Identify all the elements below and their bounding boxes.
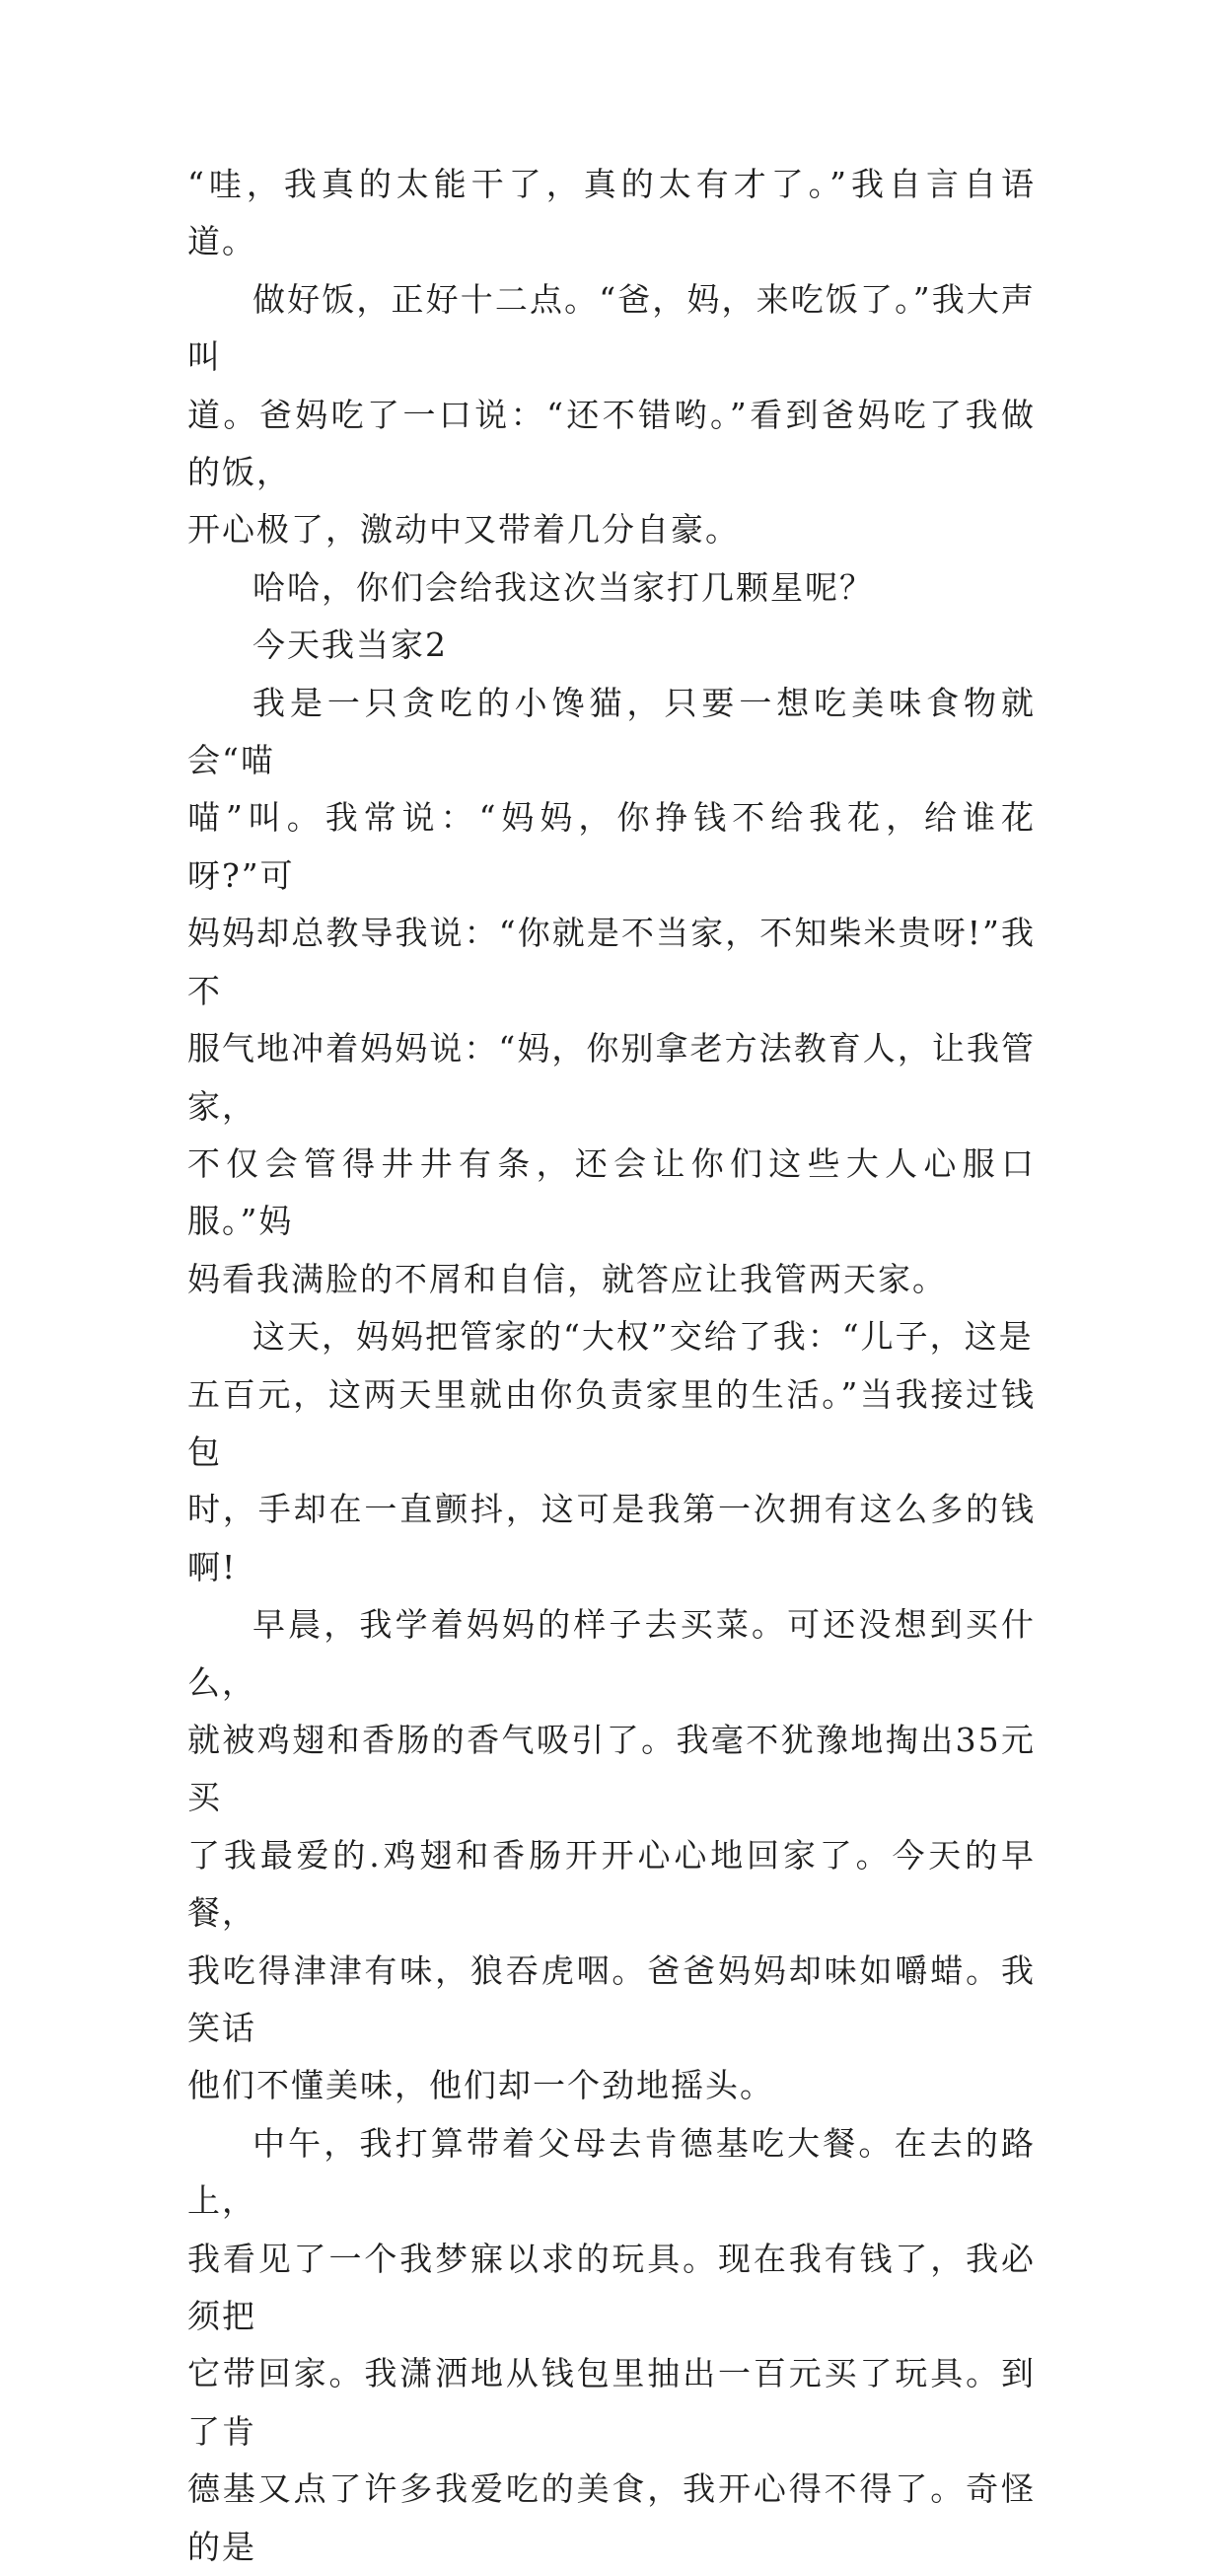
document-page bbox=[187, 156, 1036, 2576]
paragraph-5: 这天，妈妈把管家的“大权”交给了我：“儿子，这是 五百元，这两天里就由你负责家里的生活。”当我接过钱包 时，手却在一直颤抖，这可是我第一次拥有这么多的钱啊! bbox=[187, 1317, 1036, 1586]
paragraph-6: 早晨，我学着妈妈的样子去买菜。可还没想到买什么， 就被鸡翅和香肠的香气吸引了。我毫不犹豫地掏出35元买 了我最爱的.鸡翅和香肠开开心心地回家了。今天的早餐， 我吃得津津有味，狼吞虎咽。爸爸妈妈却味如嚼蜡。我笑话 他们不懂美味，他们却一个劲地摇头。 bbox=[187, 1605, 1036, 2105]
paragraph-1: “哇，我真的太能干了，真的太有才了。”我自言自语道。 bbox=[187, 165, 1036, 261]
paragraph-7: 中午，我打算带着父母去肯德基吃大餐。在去的路上， 我看见了一个我梦寐以求的玩具。现在我有钱了，我必须把 它带回家。我潇洒地从钱包里抽出一百元买了玩具。到了肯 德基又点了许多我爱吃的美食，我开心得不得了。奇怪的是 bbox=[187, 2123, 1036, 2566]
section-heading: 今天我当家2 bbox=[252, 626, 448, 665]
paragraph-3: 哈哈，你们会给我这次当家打几颗星呢？ bbox=[252, 567, 874, 607]
paragraph-2: 做好饭，正好十二点。“爸，妈，来吃饭了。”我大声叫 道。爸妈吃了一口说：“还不错哟。”看到爸妈吃了我做的饭， 开心极了，激动中又带着几分自豪。 bbox=[187, 279, 1036, 550]
paragraph-4: 我是一只贪吃的小馋猫，只要一想吃美味食物就会“喵 喵”叫。我常说：“妈妈，你挣钱不给我花，给谁花呀?”可 妈妈却总教导我说：“你就是不当家，不知柴米贵呀!”我不 服气地冲着妈妈说：“妈，你别拿老方法教育人，让我管家， 不仅会管得井井有条，还会让你们这些大人心服口服。”妈 妈看我满脸的不屑和自信，就答应让我管两天家。 bbox=[187, 683, 1036, 1298]
